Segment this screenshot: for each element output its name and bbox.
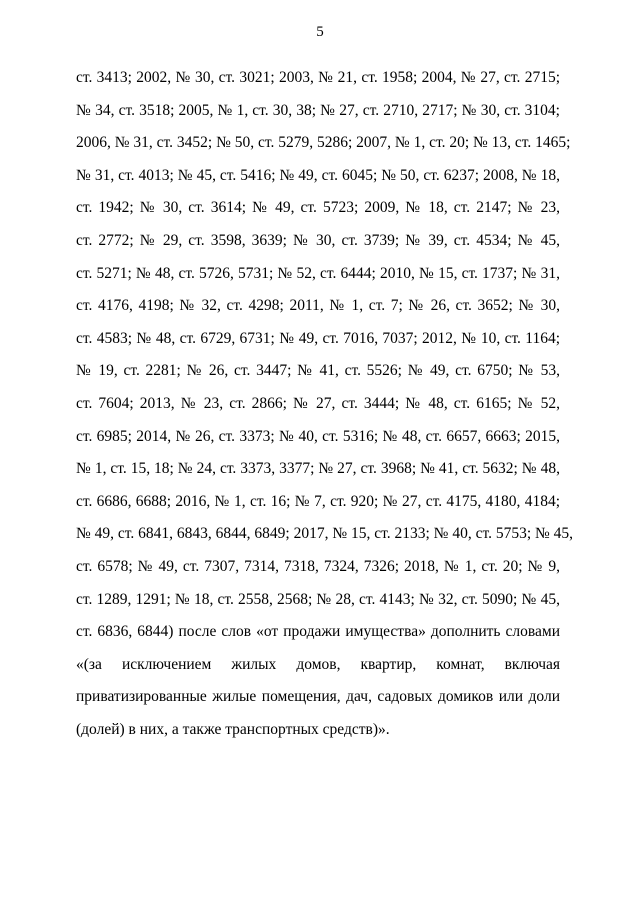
body-text [76, 62, 574, 746]
text-line: № 49, ст. 6841, 6843, 6844, 6849; 2017, № 15, ст. 2133; № 40, ст. 5753; № 45, [76, 525, 574, 543]
text-line: ст. 6985; 2014, № 26, ст. 3373; № 40, ст. 5316; № 48, ст. 6657, 6663; 2015, [76, 427, 560, 445]
text-line: ст. 1289, 1291; № 18, ст. 2558, 2568; № 28, ст. 4143; № 32, ст. 5090; № 45, [76, 590, 560, 608]
text-line: ст. 4176, 4198; № 32, ст. 4298; 2011, № 1, ст. 7; № 26, ст. 3652; № 30, [76, 297, 560, 315]
text-line: ст. 1942; № 30, ст. 3614; № 49, ст. 5723; 2009, № 18, ст. 2147; № 23, [76, 199, 560, 217]
text-line: приватизированные жилые помещения, дач, садовых домиков или доли [76, 688, 560, 706]
text-line: № 31, ст. 4013; № 45, ст. 5416; № 49, ст. 6045; № 50, ст. 6237; 2008, № 18, [76, 166, 560, 184]
text-line: ст. 3413; 2002, № 30, ст. 3021; 2003, № 21, ст. 1958; 2004, № 27, ст. 2715; [76, 69, 560, 86]
page-number: 5 [316, 24, 324, 40]
text-line: ст. 2772; № 29, ст. 3598, 3639; № 30, ст. 3739; № 39, ст. 4534; № 45, [76, 231, 560, 249]
text-line: ст. 4583; № 48, ст. 6729, 6731; № 49, ст. 7016, 7037; 2012, № 10, ст. 1164; [76, 329, 560, 347]
text-line: № 19, ст. 2281; № 26, ст. 3447; № 41, ст. 5526; № 49, ст. 6750; № 53, [76, 362, 560, 380]
text-line: ст. 7604; 2013, № 23, ст. 2866; № 27, ст. 3444; № 48, ст. 6165; № 52, [76, 394, 560, 412]
text-line: № 34, ст. 3518; 2005, № 1, ст. 30, 38; № 27, ст. 2710, 2717; № 30, ст. 3104; [76, 101, 560, 119]
text-line: ст. 5271; № 48, ст. 5726, 5731; № 52, ст. 6444; 2010, № 15, ст. 1737; № 31, [76, 264, 560, 282]
text-line: 2006, № 31, ст. 3452; № 50, ст. 5279, 5286; 2007, № 1, ст. 20; № 13, ст. 1465; [76, 134, 571, 152]
text-line: ст. 6836, 6844) после слов «от продажи имущества» дополнить словами [76, 623, 560, 641]
text-line: ст. 6578; № 49, ст. 7307, 7314, 7318, 7324, 7326; 2018, № 1, ст. 20; № 9, [76, 557, 560, 575]
text-line: (долей) в них, а также транспортных средств)». [76, 720, 390, 738]
text-line: ст. 6686, 6688; 2016, № 1, ст. 16; № 7, ст. 920; № 27, ст. 4175, 4180, 4184; [76, 492, 560, 510]
text-line: № 1, ст. 15, 18; № 24, ст. 3373, 3377; № 27, ст. 3968; № 41, ст. 5632; № 48, [76, 460, 560, 478]
text-line: «(за исключением жилых домов, квартир, комнат, включая [76, 655, 560, 673]
